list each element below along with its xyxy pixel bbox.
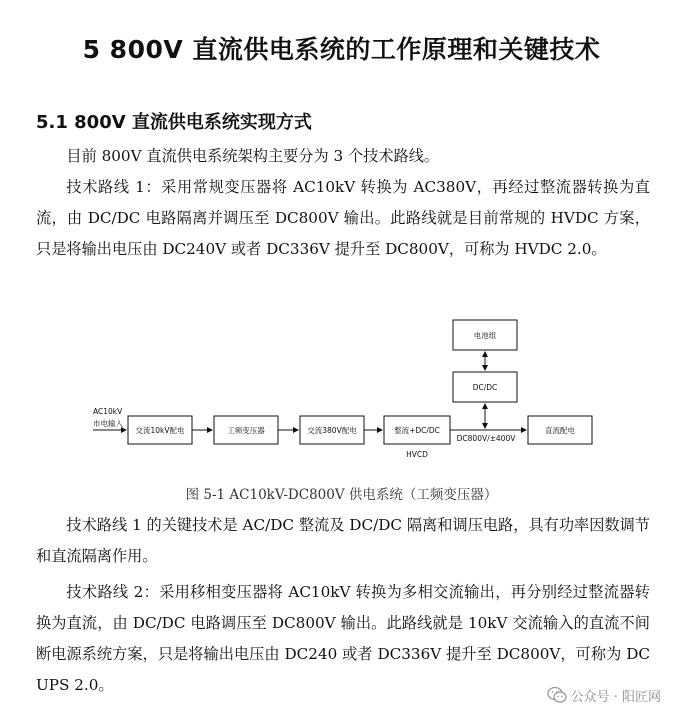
box-rectifier-dcdc-label: 整流+DC/DC [394,426,440,435]
figure-caption: 图 5-1 AC10kV-DC800V 供电系统（工频变压器） [185,487,498,503]
page-title: 5 800V 直流供电系统的工作原理和关键技术 [82,35,601,64]
paragraph-route-1-key-tech: 技术路线 1 的关键技术是 AC/DC 整流及 DC/DC 隔离和调压电路，具有功率因数调节和直流隔离作用。 [36,516,650,565]
box-battery-label: 电池组 [473,331,497,340]
paragraph-route-2: 技术路线 2：采用移相变压器将 AC10kV 转换为多相交流输出，再分别经过整流器转换为直流，由 DC/DC 电路调压至 DC800V 输出。此路线就是 10kV 交流输入的直流不间断电源系统方案，只是将输出电压由 DC240 或者 DC336V 提升至 DC800V，可称为 DC UPS 2.0。 [36,583,650,694]
hvcd-label: HVCD [406,450,428,459]
wechat-icon [547,686,567,704]
input-label-mains: 市电输入 [93,419,123,428]
watermark [547,684,661,706]
box-dc-distribution-label: 直流配电 [545,426,575,435]
box-dc-distribution [528,416,592,444]
box-ac10kv-distribution [128,416,192,444]
box-ac10kv-distribution-label: 交流10kV配电 [135,426,185,435]
input-label-ac10kv: AC10kV [93,407,123,416]
section-title: 5.1 800V 直流供电系统实现方式 [36,112,312,133]
paragraph-intro: 目前 800V 直流供电系统架构主要分为 3 个技术路线。 [66,147,440,165]
box-dcdc-label: DC/DC [472,383,498,392]
box-transformer [214,416,278,444]
power-supply-diagram [0,310,683,475]
box-rectifier-dcdc [384,416,450,444]
box-ac380v-distribution [300,416,364,444]
paragraph-route-1: 技术路线 1：采用常规变压器将 AC10kV 转换为 AC380V，再经过整流器转换为直流，由 DC/DC 电路隔离并调压至 DC800V 输出。此路线就是目前常规的 HVDC 方案，只是将输出电压由 DC240V 或者 DC336V 提升至 DC800V，可称为 HVDC 2.0。 [36,178,650,258]
dc-bus-label: DC800V/±400V [456,434,516,443]
box-transformer-label: 工频变压器 [227,426,265,435]
box-dcdc [453,372,517,402]
watermark-text: 公众号 · 阳匠网 [570,689,661,705]
box-ac380v-distribution-label: 交流380V配电 [307,426,357,435]
box-battery [453,320,517,350]
